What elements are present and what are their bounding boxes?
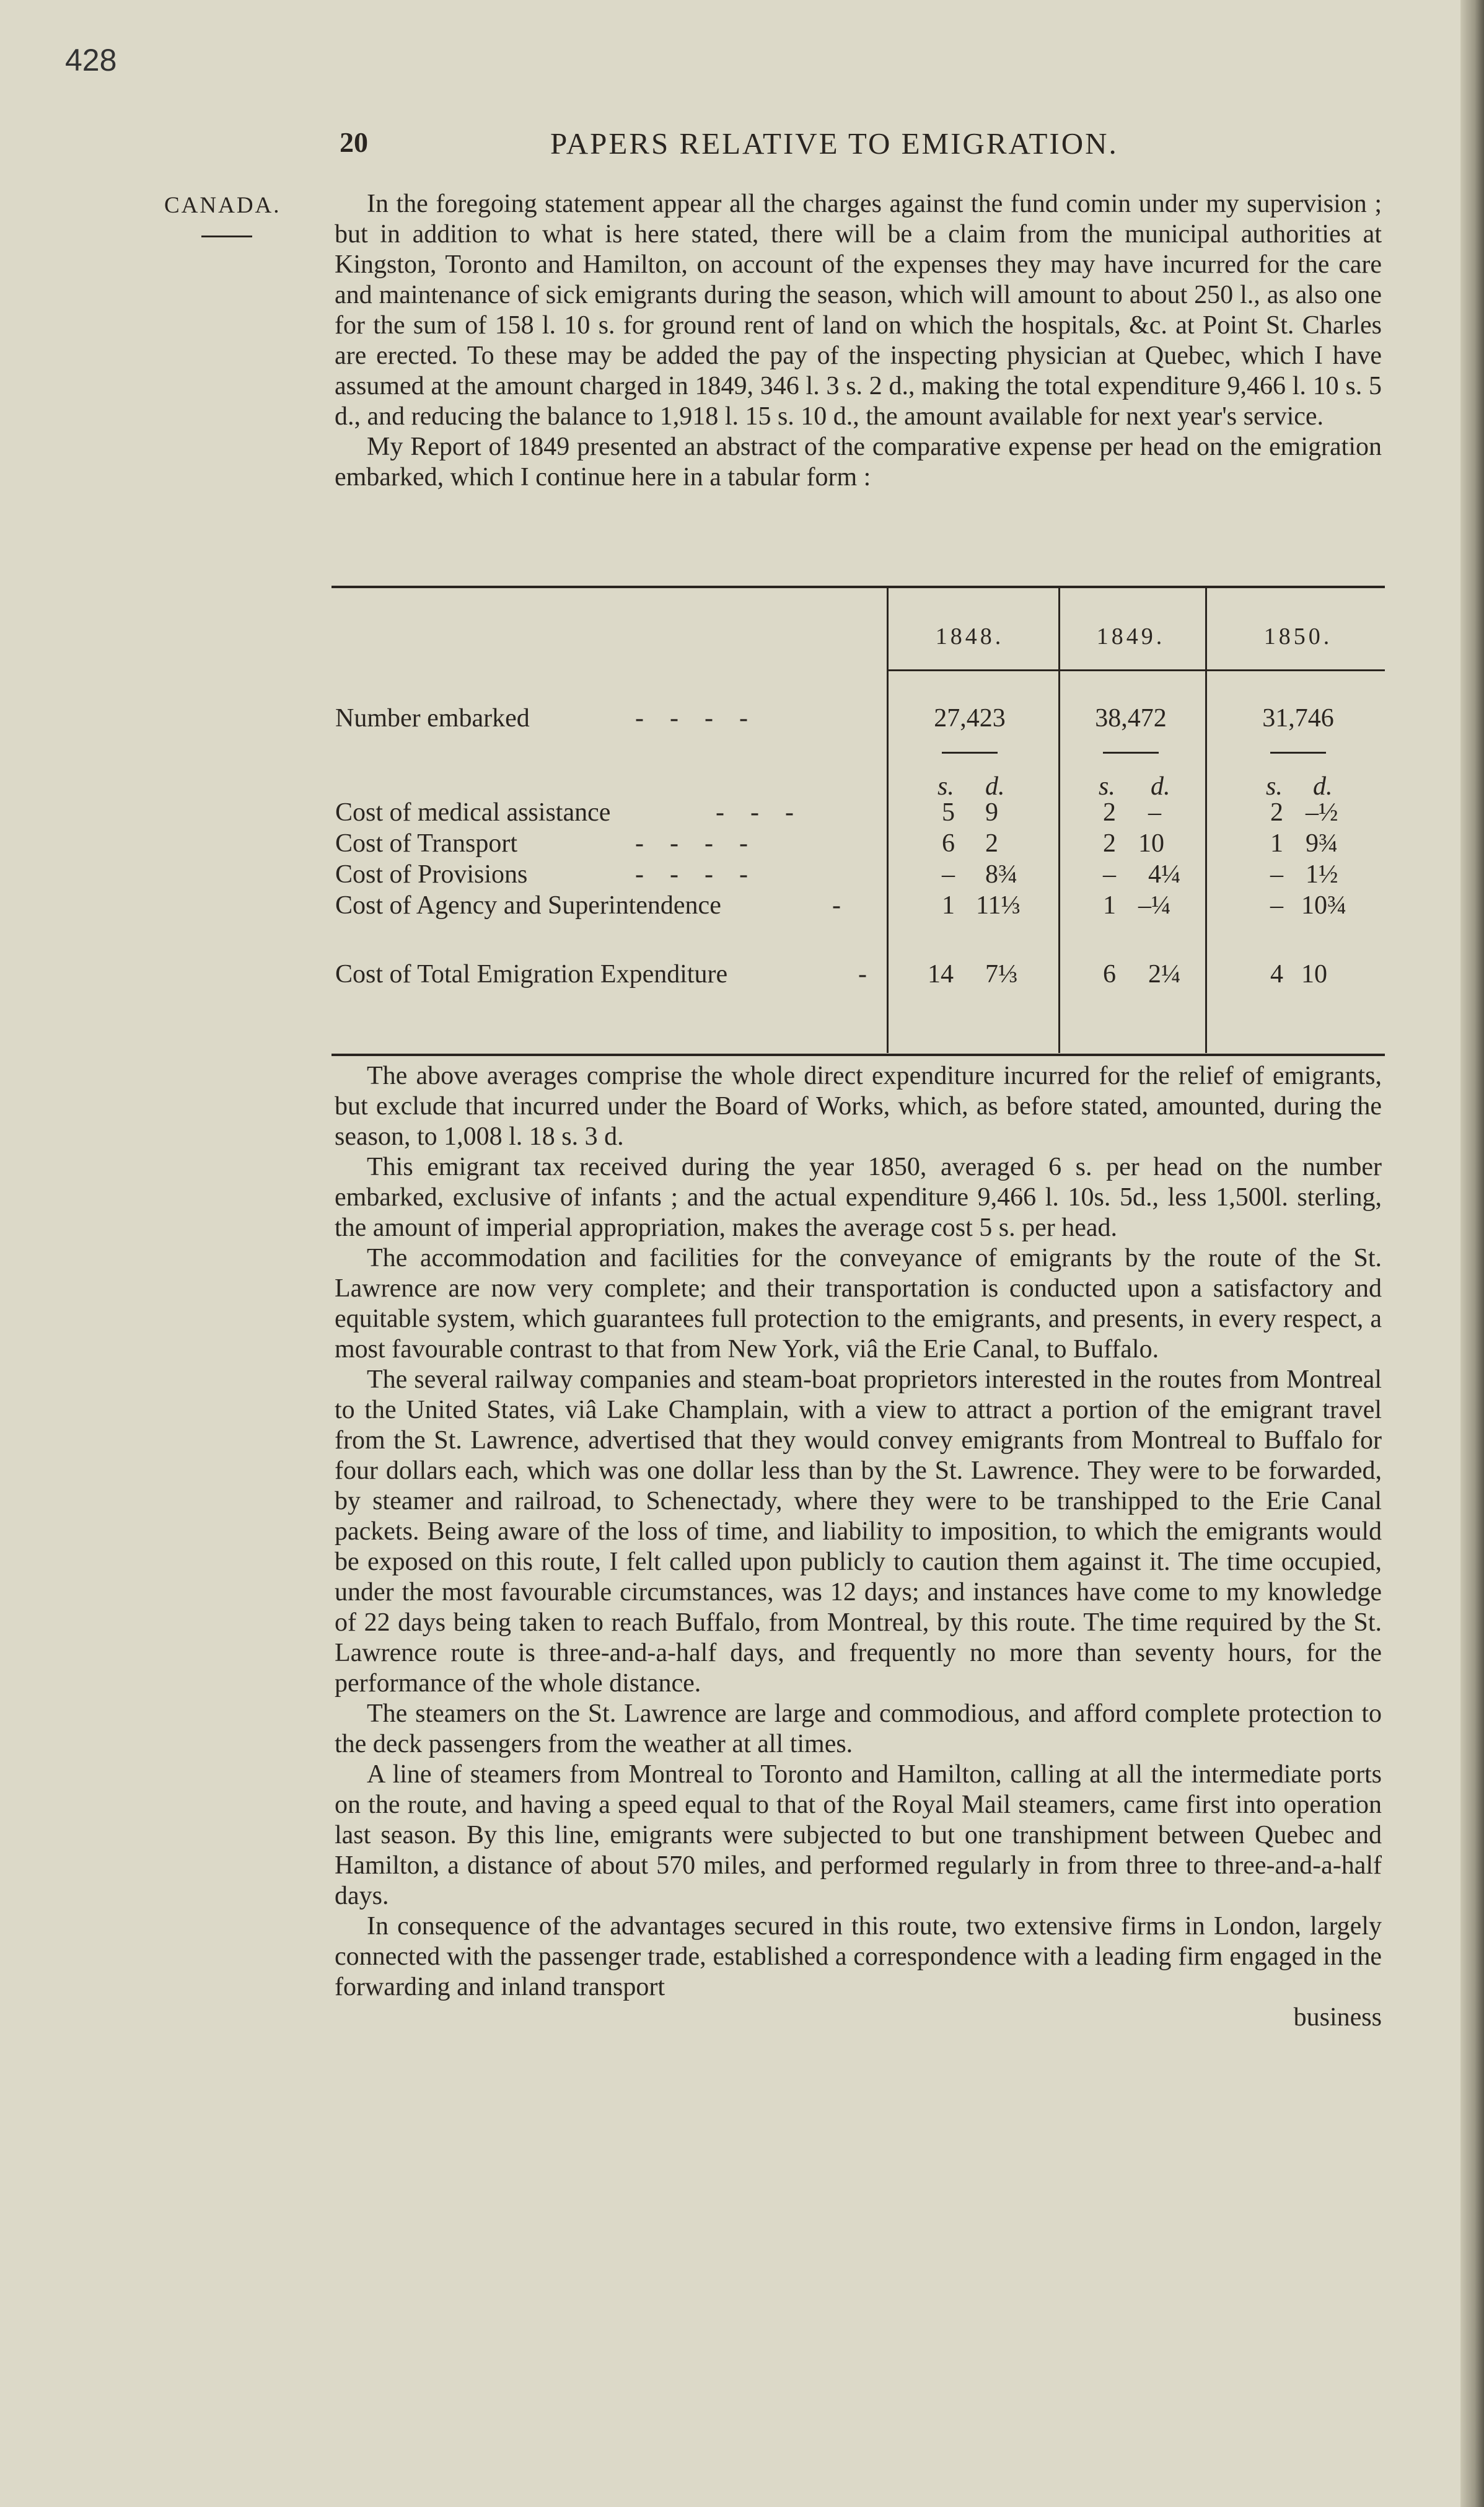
- paragraph: My Report of 1849 presented an abstract of the comparative expense per head on the emigration embarked, which I continue here in a tabular form :: [335, 433, 1382, 491]
- total-label: Cost of Total Emigration Expenditure: [335, 960, 728, 989]
- table-cell: 6: [942, 829, 955, 858]
- expense-table: [331, 586, 1385, 1057]
- body-text-top: [335, 189, 1382, 493]
- table-cell: –: [1103, 860, 1116, 889]
- leader-dots: - - - -: [635, 704, 748, 733]
- unit-shillings: s.: [1099, 772, 1115, 801]
- table-cell: 1: [942, 891, 955, 920]
- margin-note: CANADA.: [164, 193, 281, 218]
- table-cell: –½: [1306, 798, 1338, 827]
- row-label: Number embarked: [335, 704, 530, 733]
- short-rule: [1103, 752, 1159, 754]
- table-cell: 11⅓: [976, 891, 1021, 920]
- paragraph: The several railway companies and steam-boat proprietors interested in the routes from Montreal to the United States, viâ Lake Champlain, with a view to attract a portion of the emigrant travel from the St. Lawrence, advertised that they would convey emigrants from Montreal to Buffalo for four dollars each, which was one dollar less than by the St. Lawrence. They were to be forwarded, by steamer and railroad, to Schenectady, where they were to be transhipped to the Erie Canal packets. Being aware of the loss of time, and liability to imposition, to which the emigrants would be exposed on this route, I felt called upon publicly to caution them against it. The time occupied, under the most favourable circumstances, was 12 days; and instances have come to my knowledge of 22 days being taken to reach Buffalo, from Montreal, by this route. The time required by the St. Lawrence route is three-and-a-half days, and frequently no more than seventy hours, for the performance of the whole distance.: [335, 1365, 1382, 1698]
- table-cell: 2: [1103, 829, 1116, 858]
- page-header: [340, 126, 1381, 169]
- paragraph: A line of steamers from Montreal to Toronto and Hamilton, calling at all the intermediate ports on the route, and having a speed equal to that of the Royal Mail steamers, came first into operation last season. By this line, emigrants were subjected to but one transhipment between Quebec and Hamilton, a distance of about 570 miles, and performed regularly in from three to three-and-a-half days.: [335, 1760, 1382, 1910]
- paragraph: This emigrant tax received during the year 1850, averaged 6 s. per head on the number embarked, exclusive of infants ; and the actual expenditure 9,466 l. 10s. 5d., less 1,500l. sterling, the amount of imperial appropriation, makes the average cost 5 s. per head.: [335, 1153, 1382, 1242]
- table-cell: 4¼: [1148, 860, 1181, 889]
- table-bottom-rule: [331, 1054, 1385, 1056]
- table-cell: 10: [1138, 829, 1164, 858]
- table-cell: 1: [1270, 829, 1283, 858]
- table-top-rule: [331, 586, 1385, 588]
- table-cell: 1: [1103, 891, 1116, 920]
- leader-dots: - - - -: [635, 829, 748, 858]
- book-binding-shadow: [1460, 0, 1484, 2507]
- table-cell: 1½: [1306, 860, 1338, 889]
- leader-dots: - - - -: [635, 860, 748, 889]
- table-column-divider: [1058, 588, 1060, 1053]
- table-cell: –: [1270, 860, 1283, 889]
- catchword: business: [1293, 2003, 1382, 2032]
- folio-number: 20: [340, 126, 368, 158]
- table-cell: 2: [1103, 798, 1116, 827]
- unit-shillings: s.: [1266, 772, 1283, 801]
- table-cell: 10¾: [1301, 891, 1347, 920]
- year-header: 1848.: [935, 623, 1004, 650]
- unit-pence: d.: [1313, 772, 1333, 801]
- table-cell: 38,472: [1095, 704, 1167, 733]
- table-cell: –: [1270, 891, 1283, 920]
- row-label: Cost of medical assistance: [335, 798, 611, 827]
- table-cell: –: [1148, 798, 1161, 827]
- table-cell: –¼: [1138, 891, 1171, 920]
- total-cell: 4: [1270, 960, 1283, 989]
- leader-dots: -: [832, 891, 841, 920]
- unit-shillings: s.: [937, 772, 954, 801]
- total-cell: 14: [928, 960, 954, 989]
- page-number: 428: [65, 43, 117, 77]
- margin-note-rule: [201, 236, 252, 237]
- total-cell: 2¼: [1148, 960, 1181, 989]
- total-cell: 10: [1301, 960, 1327, 989]
- row-label: Cost of Transport: [335, 829, 518, 858]
- total-cell: 6: [1103, 960, 1116, 989]
- paragraph: In consequence of the advantages secured in this route, two extensive firms in London, largely connected with the passenger trade, established a correspondence with a leading firm engaged in the forwarding and inland transport: [335, 1912, 1382, 2001]
- unit-pence: d.: [1151, 772, 1170, 801]
- table-cell: 2: [985, 829, 998, 858]
- row-label: Cost of Agency and Superintendence: [335, 891, 721, 920]
- table-cell: 31,746: [1262, 704, 1334, 733]
- table-cell: –: [942, 860, 955, 889]
- paragraph: The accommodation and facilities for the conveyance of emigrants by the route of the St. Lawrence are now very complete; and their transportation is conducted upon a satisfactory and equitable system, which guarantees full protection to the emigrants, and presents, in every respect, a most favourable contrast to that from New York, viâ the Erie Canal, to Buffalo.: [335, 1244, 1382, 1364]
- leader-dots: - - -: [716, 798, 794, 827]
- body-text-bottom: [335, 1061, 1382, 2033]
- table-cell: 9: [985, 798, 998, 827]
- paragraph: In the foregoing statement appear all the charges against the fund comin under my supervision ; but in addition to what is here stated, there will be a claim from the municipal authorities at Kingston, Toronto and Hamilton, on account of the expenses they may have incurred for the care and maintenance of sick emigrants during the season, which will amount to about 250 l., as also one for the sum of 158 l. 10 s. for ground rent of land on which the hospitals, &c. at Point St. Charles are erected. To these may be added the pay of the inspecting physician at Quebec, which I have assumed at the amount charged in 1849, 346 l. 3 s. 2 d., making the total expenditure 9,466 l. 10 s. 5 d., and reducing the balance to 1,918 l. 15 s. 10 d., the amount available for next year's service.: [335, 190, 1382, 431]
- leader-dots: -: [858, 960, 867, 989]
- table-cell: 8¾: [985, 860, 1018, 889]
- year-header: 1850.: [1263, 623, 1333, 650]
- table-cell: 27,423: [934, 704, 1006, 733]
- table-header-rule: [887, 669, 1385, 671]
- paragraph: The steamers on the St. Lawrence are large and commodious, and afford complete protection to the deck passengers from the weather at all times.: [335, 1699, 1382, 1758]
- table-cell: 2: [1270, 798, 1283, 827]
- short-rule: [1270, 752, 1326, 754]
- total-cell: 7⅓: [985, 960, 1018, 989]
- table-cell: 5: [942, 798, 955, 827]
- running-head: PAPERS RELATIVE TO EMIGRATION.: [550, 126, 1118, 161]
- unit-pence: d.: [985, 772, 1005, 801]
- short-rule: [942, 752, 998, 754]
- table-column-divider: [1205, 588, 1207, 1053]
- row-label: Cost of Provisions: [335, 860, 528, 889]
- table-column-divider: [887, 588, 889, 1053]
- paragraph: The above averages comprise the whole direct expenditure incurred for the relief of emigrants, but exclude that incurred under the Board of Works, which, as before stated, amounted, during the season, to 1,008 l. 18 s. 3 d.: [335, 1062, 1382, 1151]
- table-cell: 9¾: [1306, 829, 1338, 858]
- year-header: 1849.: [1096, 623, 1166, 650]
